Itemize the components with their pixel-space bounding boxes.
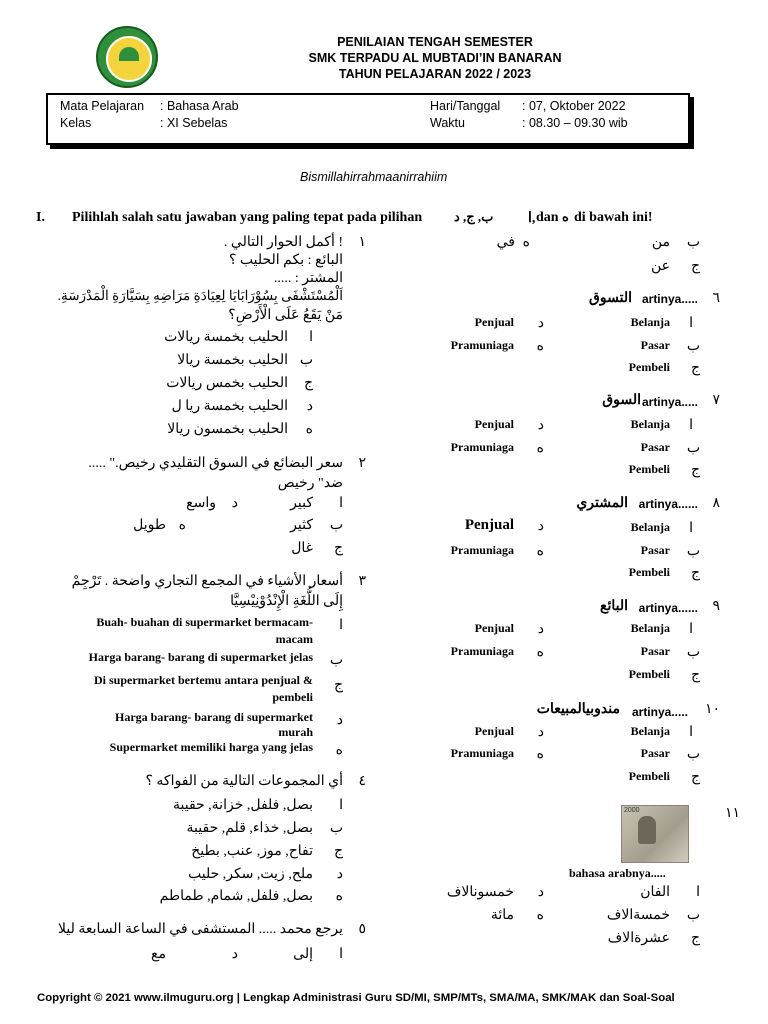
q3-opt-e-key: ه <box>335 743 343 758</box>
q7-artinya: artinya..... <box>641 395 698 409</box>
q2-opt-c[interactable]: غال <box>291 541 313 556</box>
q1-opt-a-key: ا <box>309 330 313 345</box>
prev-opt-b[interactable]: من <box>651 235 670 250</box>
q5-opt-d[interactable]: مع <box>151 947 166 962</box>
q1-opt-c-key: ج <box>303 376 313 391</box>
q3-opt-e[interactable]: Supermarket memiliki harga yang jelas <box>109 740 313 754</box>
q7-opt-e-key: ه <box>536 441 544 456</box>
q11-opt-d-key: د <box>537 885 544 900</box>
school-year: TAHUN PELAJARAN 2022 / 2023 <box>338 67 532 81</box>
q11-opt-b-key: ب <box>686 908 700 923</box>
q10-word: مندوبيالمبيعات <box>536 702 620 717</box>
exam-title: PENILAIAN TENGAH SEMESTER <box>337 35 533 49</box>
q7-opt-a[interactable]: Belanja <box>630 417 670 431</box>
q10-opt-d-key: د <box>537 725 544 740</box>
q6-artinya: artinya..... <box>641 292 698 306</box>
q2-opt-c-key: ج <box>333 541 343 556</box>
q8-opt-d[interactable]: Penjual <box>464 517 514 533</box>
subject-value: : Bahasa Arab <box>160 99 239 113</box>
q8-opt-b[interactable]: Pasar <box>640 543 670 557</box>
q9-opt-a[interactable]: Belanja <box>630 621 670 635</box>
prev-opt-b-key: ب <box>686 235 700 250</box>
q7-word: السوق <box>602 393 641 408</box>
q8-opt-a-key: ا <box>689 521 693 536</box>
q2-opt-e[interactable]: طويل <box>133 518 166 533</box>
q10-number: ١٠ <box>704 702 720 717</box>
q10-opt-c-key: ج <box>690 770 700 785</box>
q3-opt-a-key: ا <box>339 618 343 633</box>
q9-opt-a-key: ا <box>689 622 693 637</box>
q10-opt-a-key: ا <box>689 725 693 740</box>
q7-opt-c[interactable]: Pembeli <box>628 462 670 476</box>
q9-opt-b-key: ب <box>686 645 700 660</box>
q11-opt-a-key: ا <box>696 885 700 900</box>
instruction-letter-e: ه <box>562 209 569 224</box>
instruction-letters: ب, ج, د <box>454 209 494 224</box>
q2-opt-a-key: ا <box>339 496 343 511</box>
q6-opt-e-key: ه <box>536 339 544 354</box>
q1-opt-b[interactable]: الحليب بخمسة ريالا <box>177 353 288 368</box>
q2-opt-d[interactable]: واسع <box>186 496 216 511</box>
q8-opt-c-key: ج <box>690 566 700 581</box>
q5-line1: يرجع محمد ..... المستشفى في الساعة السابعة ليلا <box>58 922 343 937</box>
q9-opt-e[interactable]: Pramuniaga <box>450 644 514 658</box>
q6-number: ٦ <box>712 291 720 306</box>
subject-label: Mata Pelajaran <box>60 99 145 113</box>
q1-opt-d-key: د <box>306 399 313 414</box>
q8-opt-b-key: ب <box>686 544 700 559</box>
q9-opt-b[interactable]: Pasar <box>640 644 670 658</box>
q3-opt-d-line2: murah <box>278 725 313 739</box>
school-name: SMK TERPADU AL MUBTADI’IN BANARAN <box>308 51 562 65</box>
q4-number: ٤ <box>358 774 366 789</box>
date-value: : 07, Oktober 2022 <box>522 99 626 113</box>
q11-opt-e-key: ه <box>536 908 544 923</box>
q3-opt-d-line1[interactable]: Harga barang- barang di supermarket <box>115 710 313 724</box>
q8-opt-c[interactable]: Pembeli <box>628 565 670 579</box>
q9-opt-d-key: د <box>537 622 544 637</box>
q1-opt-d[interactable]: الحليب بخمسة ريا ل <box>171 399 288 414</box>
q9-artinya: artinya...... <box>638 601 698 615</box>
q9-word: البائع <box>600 599 628 614</box>
q10-opt-d[interactable]: Penjual <box>474 724 514 738</box>
q1-line3: المشتر : ..... <box>273 271 343 286</box>
q8-opt-e[interactable]: Pramuniaga <box>450 543 514 557</box>
q11-opt-a[interactable]: الفان <box>640 885 670 900</box>
q3-line1: أسعار الأشياء في المجمع التجاري واضحة . تَرْجِمْ <box>71 574 343 589</box>
q6-opt-d[interactable]: Penjual <box>474 315 514 329</box>
q11-opt-c[interactable]: عشرةالاف <box>607 931 670 946</box>
q1-opt-c[interactable]: الحليب بخمس ريالات <box>166 376 288 391</box>
q9-opt-c-key: ج <box>690 668 700 683</box>
q6-opt-c-key: ج <box>690 361 700 376</box>
q5-opt-a[interactable]: إلى <box>293 947 313 962</box>
q2-line1: سعر البضائع في السوق التقليدي رخيص." ..... <box>88 456 343 471</box>
q2-opt-a[interactable]: كبير <box>290 496 313 511</box>
q4-opt-a[interactable]: بصل, فلفل, خزانة, حقيبة <box>172 798 313 813</box>
q11-opt-e[interactable]: مائة <box>490 908 514 923</box>
q4-opt-b-key: ب <box>329 821 343 836</box>
q3-opt-a-line2: macam <box>275 632 313 646</box>
q9-number: ٩ <box>712 599 720 614</box>
q9-opt-d[interactable]: Penjual <box>474 621 514 635</box>
q1-opt-a[interactable]: الحليب بخمسة ريالات <box>164 330 288 345</box>
q2-opt-b-key: ب <box>329 518 343 533</box>
q3-opt-d-key: د <box>336 713 343 728</box>
q11-label: bahasa arabnya..... <box>569 866 666 880</box>
class-label: Kelas <box>60 116 92 130</box>
q7-opt-c-key: ج <box>690 463 700 478</box>
q3-opt-c-line1[interactable]: Di supermarket bertemu antara penjual & <box>94 673 313 687</box>
q6-opt-b-key: ب <box>686 339 700 354</box>
q4-opt-e[interactable]: بصل, فلفل, شمام, طماطم <box>159 889 313 904</box>
q7-opt-b-key: ب <box>686 441 700 456</box>
q7-opt-d-key: د <box>537 418 544 433</box>
q7-opt-a-key: ا <box>689 418 693 433</box>
q2-number: ٢ <box>358 456 366 471</box>
q4-opt-e-key: ه <box>335 889 343 904</box>
q3-opt-a-line1[interactable]: Buah- buahan di supermarket bermacam- <box>96 615 313 629</box>
instruction-and: dan <box>536 210 559 225</box>
q4-opt-c[interactable]: تفاح, موز, عنب, بطيخ <box>191 844 313 859</box>
q1-line2: البائع : بكم الحليب ؟ <box>228 253 343 268</box>
date-label: Hari/Tanggal <box>430 99 501 113</box>
instruction-text: Pilihlah salah satu jawaban yang paling tepat pada pilihan <box>72 210 423 225</box>
q1-line1: ! أكمل الحوار التالي . <box>223 235 343 250</box>
q7-opt-b[interactable]: Pasar <box>640 440 670 454</box>
q3-opt-c-line2: pembeli <box>272 690 313 704</box>
q6-word: التسوق <box>589 291 632 306</box>
q6-opt-b[interactable]: Pasar <box>640 338 670 352</box>
q9-opt-e-key: ه <box>536 645 544 660</box>
q7-opt-d[interactable]: Penjual <box>474 417 514 431</box>
q6-opt-d-key: د <box>537 316 544 331</box>
q1-opt-e-key: ه <box>305 422 313 437</box>
time-label: Waktu <box>430 116 465 130</box>
q4-opt-d-key: د <box>336 867 343 882</box>
q4-opt-a-key: ا <box>339 798 343 813</box>
q10-opt-e-key: ه <box>536 747 544 762</box>
q10-opt-c[interactable]: Pembeli <box>628 769 670 783</box>
q9-opt-c[interactable]: Pembeli <box>628 667 670 681</box>
q10-opt-a[interactable]: Belanja <box>630 724 670 738</box>
q4-line1: أي المجموعات التالية من الفواكه ؟ <box>145 774 343 789</box>
q10-opt-b[interactable]: Pasar <box>640 746 670 760</box>
q5-opt-d-key: د <box>231 947 238 962</box>
q1-line4: اَلْمُسْتَشْفَى بِسُوْرَابَايَا لِعِيَادَةِ مَرَاضِهِ بِسَيَّارَةِ الْمَدْرَسَةِ. <box>57 288 343 303</box>
prev-opt-e[interactable]: في <box>496 235 515 250</box>
q5-opt-a-key: ا <box>339 947 343 962</box>
banknote-image <box>621 805 689 863</box>
q2-opt-d-key: د <box>231 496 238 511</box>
footer-copyright[interactable]: Copyright © 2021 www.ilmuguru.org | Lengkap Administrasi Guru SD/MI, SMP/MTs, SMA/MA, SMK/MAK dan Soal-Soal <box>37 992 675 1004</box>
class-value: : XI Sebelas <box>160 116 228 130</box>
time-value: : 08.30 – 09.30 wib <box>522 116 628 130</box>
q8-number: ٨ <box>712 496 720 511</box>
q3-opt-b[interactable]: Harga barang- barang di supermarket jelas <box>88 650 313 664</box>
q11-opt-d[interactable]: خمسونالاف <box>446 885 514 900</box>
q7-opt-e[interactable]: Pramuniaga <box>450 440 514 454</box>
q11-opt-c-key: ج <box>690 931 700 946</box>
section-number: I. <box>36 210 45 225</box>
q6-opt-e[interactable]: Pramuniaga <box>450 338 514 352</box>
prev-opt-c[interactable]: عن <box>650 259 670 274</box>
q8-opt-a[interactable]: Belanja <box>630 520 670 534</box>
q6-opt-c[interactable]: Pembeli <box>628 360 670 374</box>
instruction-tail: di bawah ini! <box>574 210 653 225</box>
q4-opt-b[interactable]: بصل, خذاء, قلم, حقيبة <box>186 821 313 836</box>
q8-opt-e-key: ه <box>536 544 544 559</box>
banknote-value: 2000 <box>624 807 640 814</box>
q8-word: المشتري <box>576 496 628 511</box>
q3-opt-c-key: ج <box>333 678 343 693</box>
q4-opt-c-key: ج <box>333 844 343 859</box>
q6-opt-a-key: ا <box>689 316 693 331</box>
q1-opt-b-key: ب <box>299 353 313 368</box>
q10-opt-e[interactable]: Pramuniaga <box>450 746 514 760</box>
q3-line2: إِلَى اللُّغَةِ الْإِنْدُوْنِيْسِيَّا <box>230 594 343 609</box>
q11-number: ١١ <box>724 806 740 821</box>
q7-number: ٧ <box>712 393 720 408</box>
q2-line2: ضد" رخيص <box>277 476 343 491</box>
q8-artinya: artinya...... <box>638 497 698 511</box>
q5-number: ٥ <box>358 922 366 937</box>
q11-opt-b[interactable]: خمسةالاف <box>606 908 670 923</box>
prev-opt-e-key: ه <box>522 235 530 250</box>
q4-opt-d[interactable]: ملح, زيت, سكر, حليب <box>187 867 313 882</box>
q2-opt-e-key: ه <box>178 518 186 533</box>
q10-opt-b-key: ب <box>686 747 700 762</box>
q1-opt-e[interactable]: الحليب بخمسون ريالا <box>167 422 288 437</box>
q1-number: ١ <box>358 235 366 250</box>
q3-number: ٣ <box>358 574 366 589</box>
q10-artinya: artinya..... <box>631 705 688 719</box>
bismillah: Bismillahirrahmaanirrahiim <box>300 170 448 184</box>
q2-opt-b[interactable]: كثير <box>290 518 313 533</box>
q3-opt-b-key: ب <box>329 653 343 668</box>
school-logo <box>96 26 158 88</box>
prev-opt-c-key: ج <box>690 259 700 274</box>
q1-line5: مَنْ يَقَعُ عَلَى الْأَرْضِ؟ <box>228 308 343 323</box>
q8-opt-d-key: د <box>537 519 544 534</box>
q6-opt-a[interactable]: Belanja <box>630 315 670 329</box>
instruction-letter-a: ا, <box>528 211 536 226</box>
